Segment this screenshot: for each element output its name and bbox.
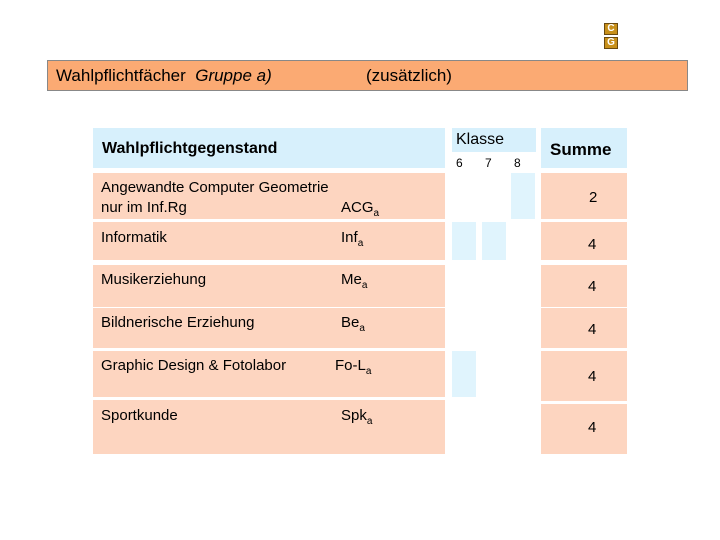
row-subject-name: Bildnerische Erziehung	[101, 314, 255, 331]
table-row-summe	[541, 308, 627, 348]
row-subject-name: Informatik	[101, 229, 167, 246]
row-code: $ACG_a$	[341, 199, 380, 219]
title-part3: (zusätzlich)	[366, 66, 452, 85]
row-summe: 2	[589, 189, 598, 206]
table-row-summe	[541, 222, 627, 260]
grade-cell-8	[511, 173, 535, 219]
title-bar	[47, 60, 688, 91]
table-row-summe	[541, 265, 627, 307]
table-row-summe	[541, 404, 627, 454]
row-summe: 4	[588, 419, 597, 436]
row-summe: 4	[588, 278, 597, 295]
header-grade-8: 8	[514, 156, 521, 170]
header-grade-6: 6	[456, 156, 463, 170]
row-subject-name: Graphic Design & Fotolabor	[101, 357, 287, 374]
header-grade-7: 7	[485, 156, 492, 170]
title-text	[56, 61, 272, 90]
grade-cell-6	[452, 351, 476, 397]
header-subject: Wahlpflichtgegenstand	[102, 140, 278, 157]
row-code: $Me_a$	[341, 271, 368, 291]
row-subject-name: Angewandte Computer Geometrie	[101, 179, 329, 196]
row-subject-name: Sportkunde	[101, 407, 178, 424]
row-summe: 4	[588, 236, 597, 253]
title-part1: Wahlpflichtfächer	[56, 66, 186, 85]
row-code: $Fo-L_a$	[335, 357, 372, 377]
table-row-summe	[541, 173, 627, 219]
header-summe: Summe	[550, 140, 612, 159]
grade-cell-6	[452, 222, 476, 260]
row-summe: 4	[588, 368, 597, 385]
header-klasse: Klasse	[456, 131, 505, 148]
row-code: Spk$_a$	[341, 407, 373, 427]
title-part2: Gruppe a)	[195, 66, 272, 85]
row-subject-name-line2: nur im Inf.Rg	[101, 199, 187, 216]
logo-icon-bottom: G	[604, 37, 618, 49]
table-row-summe	[541, 351, 627, 401]
grade-cell-7	[482, 222, 506, 260]
row-code: $Be_a$	[341, 314, 365, 334]
row-subject-name: Musikerziehung	[101, 271, 207, 288]
logo-icon-top: C	[604, 23, 618, 35]
row-summe: 4	[588, 321, 597, 338]
row-code: Inf$_a$	[341, 229, 364, 249]
